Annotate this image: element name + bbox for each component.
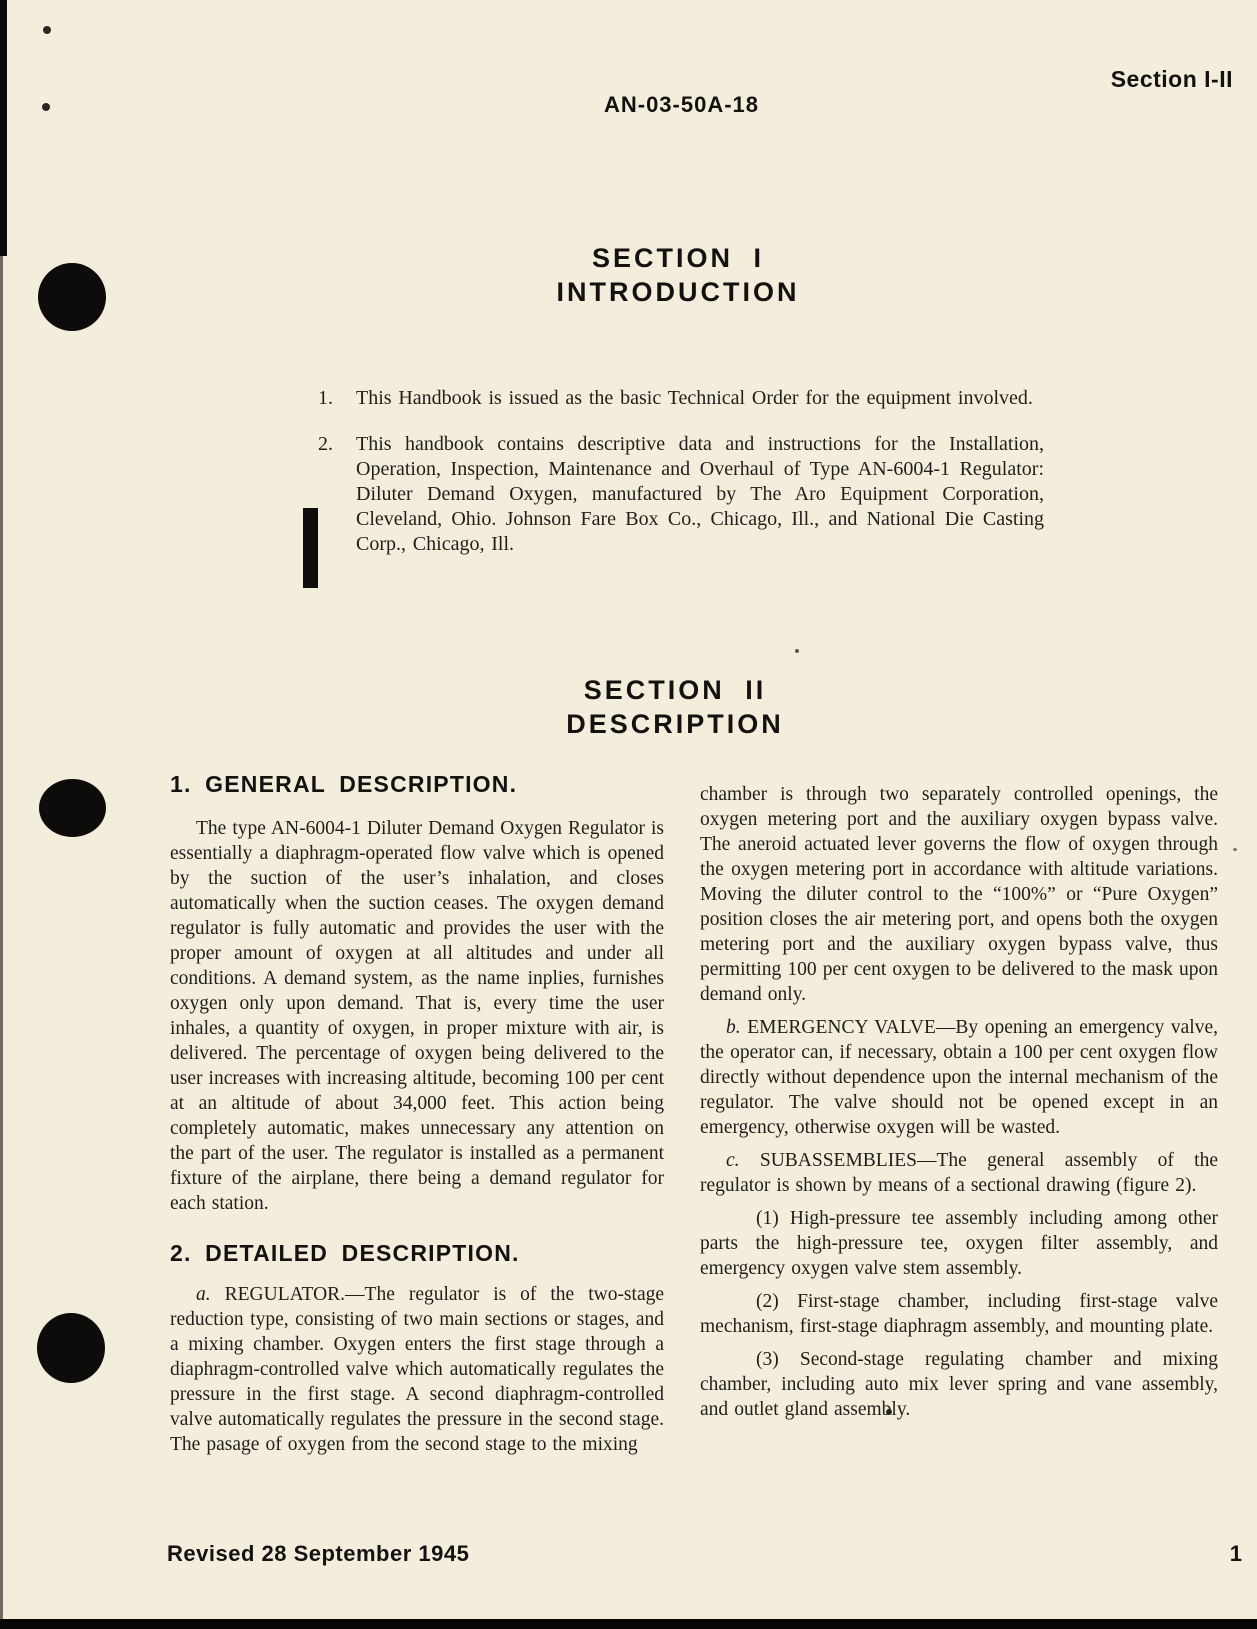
punch-hole [38, 263, 106, 331]
item-number: (1) [756, 1208, 779, 1229]
regulator-paragraph-continued: chamber is through two separately controlled openings, the oxygen metering port and the auxiliary oxygen bypass valve. The aneroid actuated lever governs the flow of oxygen through the oxygen metering port in accordance with altitude variations. Moving the diluter control to the “100%” or “Pure Oxygen” position closes the air metering port, and opens both the oxygen metering port and the auxiliary oxygen bypass valve, thus permitting 100 per cent oxygen to be delivered to the mask upon demand only. [700, 784, 1218, 1005]
introduction-list [318, 386, 1044, 578]
section1-subtitle: INTRODUCTION [556, 277, 800, 307]
doc-number: AN-03-50A-18 [603, 92, 760, 117]
regulator-paragraph [170, 1282, 664, 1457]
section2-heading [425, 673, 925, 741]
emergency-valve-paragraph [700, 1015, 1218, 1140]
revision-change-bar [303, 508, 318, 588]
ink-speck [1233, 848, 1237, 851]
detailed-description-heading: 2. DETAILED DESCRIPTION. [170, 1240, 520, 1266]
ink-speck [795, 649, 799, 653]
list-item [318, 386, 1044, 411]
item-text: This Handbook is issued as the basic Technical Order for the equipment involved. [356, 387, 1033, 409]
page-number: 1 [1229, 1541, 1242, 1566]
paragraph-text: REGULATOR.—The regulator is of the two-stage reduction type, consisting of two main sections or stages, and a mixing chamber. Oxygen enters the first stage through a diaphragm-controlled valve which automatically regulates the pressure in the first stage. A second diaphragm-controlled valve automatically regulates the pressure in the second stage. The pasage of oxygen from the second stage to the mixing [170, 1284, 665, 1455]
item-text: High-pressure tee assembly including among other parts the high-pressure tee, oxygen filter assembly, and emergency oxygen valve stem assembly. [700, 1208, 1219, 1279]
section1-title: SECTION I [591, 243, 764, 273]
scan-edge-left-top [0, 0, 7, 256]
section2-title: SECTION II [583, 675, 767, 705]
ink-speck [43, 26, 51, 34]
item-number: 2. [318, 433, 333, 455]
revision-date: Revised 28 September 1945 [167, 1541, 470, 1566]
paragraph-letter: c. [726, 1150, 740, 1171]
item-text: This handbook contains descriptive data and instructions for the Installation, Operation, Inspection, Maintenance and Overhaul of Type AN-6004-1 Regulator: Diluter Demand Oxygen, manufactured by The Aro Equipment Corporation, Cleveland, Ohio. Johnson Fare Box Co., Chicago, Ill., and National Die Casting Corp., Chicago, Ill. [356, 433, 1044, 555]
general-description-heading: 1. GENERAL DESCRIPTION. [170, 771, 518, 797]
subassembly-item-2 [700, 1289, 1218, 1339]
section2-subtitle: DESCRIPTION [566, 709, 784, 739]
scan-edge-bottom [0, 1619, 1257, 1629]
section-reference: Section I-II [1110, 66, 1233, 92]
subassembly-item-1 [700, 1206, 1218, 1281]
subassembly-item-3 [700, 1347, 1218, 1422]
item-number: (2) [756, 1291, 779, 1312]
item-number: (3) [756, 1349, 779, 1370]
paragraph-letter: b. [726, 1017, 741, 1038]
paragraph-letter: a. [196, 1284, 211, 1305]
right-column [700, 782, 1218, 1422]
item-text: Second-stage regulating chamber and mixing chamber, including auto mix lever spring and vane assembly, and outlet gland assembly. [700, 1349, 1218, 1420]
ink-speck [42, 103, 50, 111]
punch-hole [39, 779, 106, 837]
section1-heading [428, 241, 928, 309]
paragraph-text: EMERGENCY VALVE—By opening an emergency valve, the operator can, if necessary, obtain a 100 per cent oxygen flow directly without dependence upon the internal mechanism of the regulator. The valve should not be opened except in an emergency, otherwise oxygen will be wasted. [700, 1017, 1219, 1138]
item-text: First-stage chamber, including first-stage valve mechanism, first-stage diaphragm assembly, and mounting plate. [700, 1291, 1218, 1337]
general-description-paragraph: The type AN-6004-1 Diluter Demand Oxygen Regulator is essentially a diaphragm-operated flow valve which is opened by the suction of the user’s inhalation, and closes automatically when the suction ceases. The oxygen demand regulator is fully automatic and provides the user with the proper amount of oxygen at all altitudes and under all conditions. A demand system, as the name inplies, furnishes oxygen only upon demand. That is, every time the user inhales, a quantity of oxygen, in proper mixture with air, is delivered. The percentage of oxygen being delivered to the user increases with increasing altitude, becoming 100 per cent at an altitude of about 34,000 feet. This action being completely automatic, makes unnecessary any attention on the part of the user. The regulator is installed as a permanent fixture of the airplane, there being a demand regulator for each station. [170, 818, 664, 1214]
subassemblies-paragraph [700, 1148, 1218, 1198]
left-column [170, 772, 664, 1457]
item-number: 1. [318, 387, 333, 409]
paragraph-text: SUBASSEMBLIES—The general assembly of the regulator is shown by means of a sectional drawing (figure 2). [700, 1150, 1219, 1196]
punch-hole [37, 1313, 105, 1383]
list-item [318, 432, 1044, 557]
